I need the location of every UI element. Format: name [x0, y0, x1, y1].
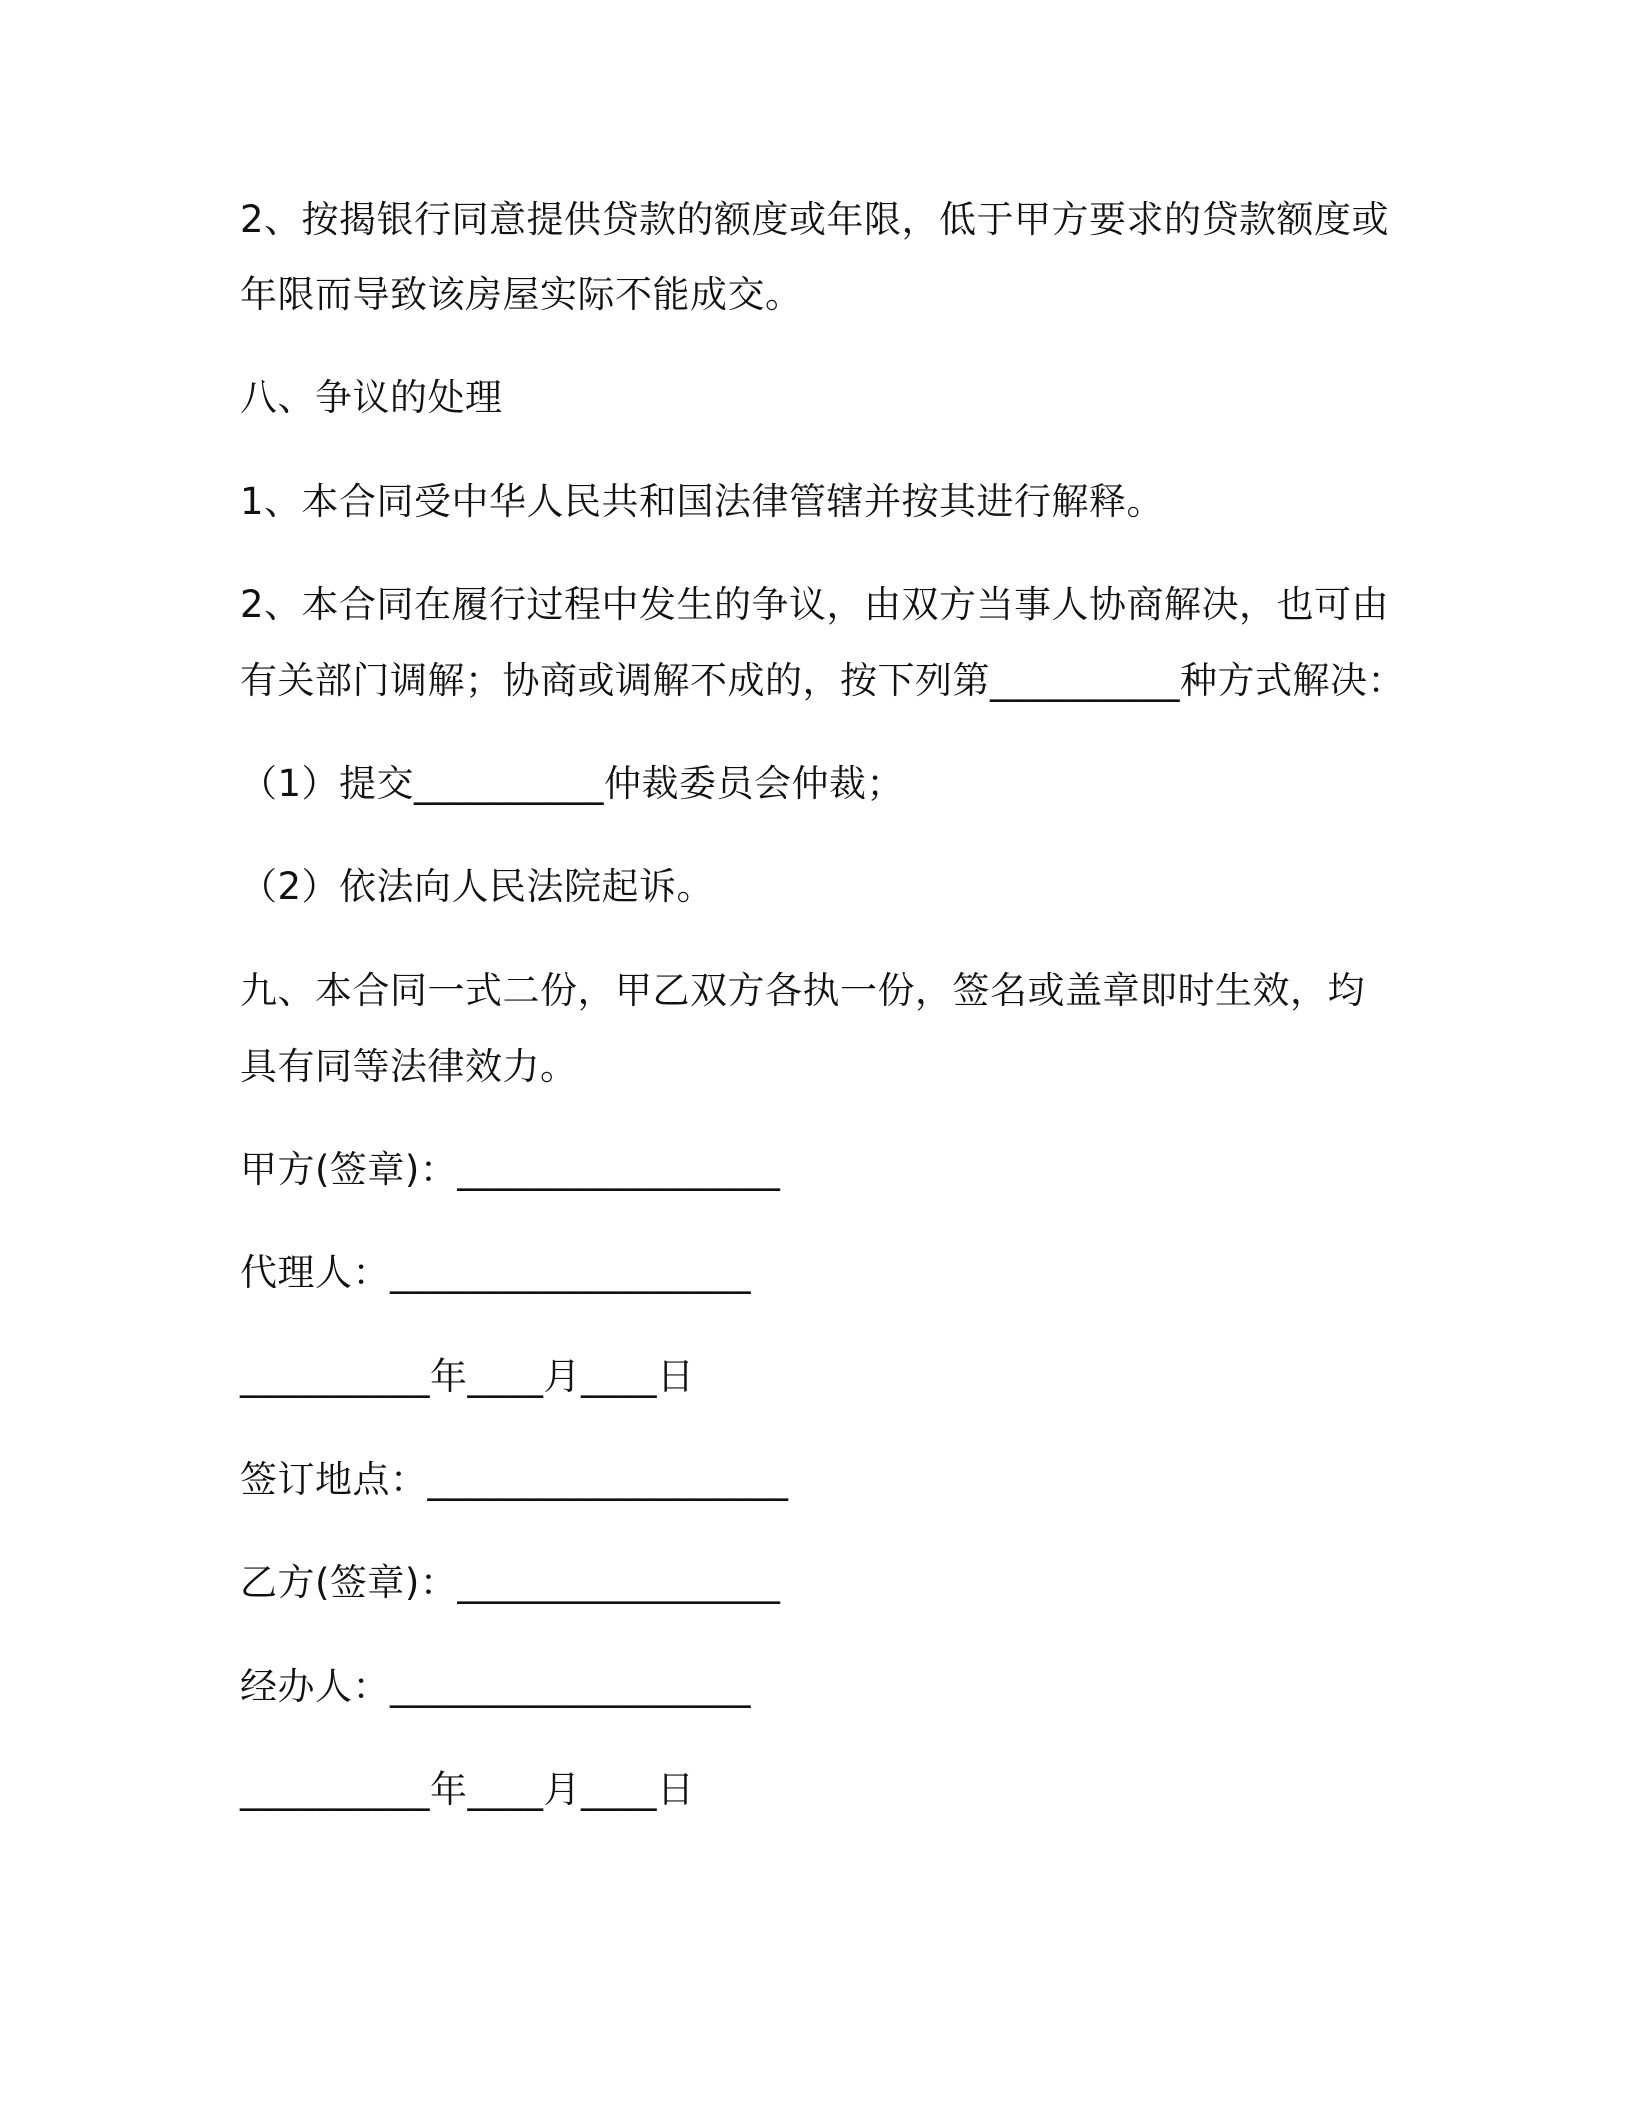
handler-signature-line: 经办人：___________________	[240, 1665, 751, 1708]
date-line-1: __________年____月____日	[240, 1355, 695, 1398]
clause-8-option-1: （1）提交__________仲裁委员会仲裁；	[240, 762, 905, 805]
clause-8-option-2: （2）依法向人民法院起诉。	[240, 865, 715, 908]
clause-8-item-2-line-2: 有关部门调解；协商或调解不成的，按下列第__________种方式解决：	[240, 659, 1405, 702]
clause-8-item-2-line-1: 2、本合同在履行过程中发生的争议，由双方当事人协商解决，也可由	[240, 583, 1390, 626]
agent-signature-line: 代理人：___________________	[240, 1251, 751, 1294]
section-9-line-2: 具有同等法律效力。	[240, 1045, 578, 1088]
party-a-signature-line: 甲方(签章)：_________________	[240, 1148, 781, 1191]
clause-8-item-1: 1、本合同受中华人民共和国法律管辖并按其进行解释。	[240, 480, 1165, 523]
clause-7-item-2-line-2: 年限而导致该房屋实际不能成交。	[240, 273, 803, 316]
clause-7-item-2-line-1: 2、按揭银行同意提供贷款的额度或年限，低于甲方要求的贷款额度或	[240, 198, 1390, 241]
section-9-line-1: 九、本合同一式二份，甲乙双方各执一份，签名或盖章即时生效，均	[240, 969, 1365, 1012]
date-line-2: __________年____月____日	[240, 1768, 695, 1811]
signing-place-line: 签订地点：___________________	[240, 1458, 789, 1501]
section-8-heading: 八、争议的处理	[240, 376, 503, 419]
party-b-signature-line: 乙方(签章)：_________________	[240, 1561, 781, 1604]
